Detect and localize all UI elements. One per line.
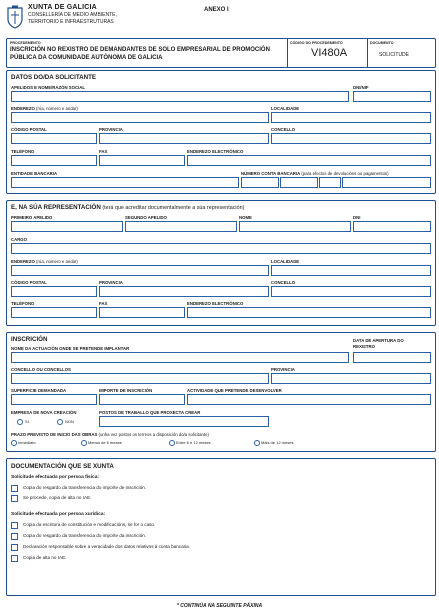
applicant-address-label: ENDEREZO (rúa, número e andar) [11, 106, 78, 111]
rep-postal-field[interactable] [11, 286, 97, 297]
applicant-fax-field[interactable] [99, 155, 185, 166]
registration-section [6, 332, 436, 452]
annex-title: ANEXO I [204, 7, 229, 13]
rep-phone-field[interactable] [11, 307, 97, 318]
org-department: CONSELLERÍA DE MEDIO AMBIENTE, TERRITORIO E INFRAESTRUTURAS [28, 12, 117, 25]
applicant-fax-label: FAX [99, 149, 108, 154]
rep-name-label: NOME [239, 215, 252, 220]
councils-label: CONCELLO OU CONCELLOS [11, 367, 71, 372]
activity-label: ACTIVIDADE QUE PRETENDE DESENVOLVER [187, 388, 282, 393]
applicant-postal-field[interactable] [11, 133, 97, 144]
applicant-nif-label: DNI/NIF [353, 85, 369, 90]
rep-email-field[interactable] [187, 307, 431, 318]
applicant-locality-field[interactable] [271, 112, 431, 123]
applicant-nif-field[interactable] [353, 91, 431, 102]
action-name-label: NOME DA ACTUACIÓN ONDE SE PRETENDE IMPLANTAR [11, 346, 130, 351]
doc-checkbox[interactable] [11, 495, 18, 502]
surface-field[interactable] [11, 394, 97, 405]
new-company-no-text: NON [65, 419, 74, 424]
applicant-account-label: NÚMERO CONTA BANCARIA (para efectos de devolucións ou pagamentos) [241, 171, 389, 176]
applicant-locality-label: LOCALIDADE [271, 106, 300, 111]
doc-checkbox[interactable] [11, 485, 18, 492]
applicant-province-label: PROVINCIA [99, 127, 123, 132]
doc-checkbox[interactable] [11, 544, 18, 551]
document-label: DOCUMENTO [370, 41, 394, 45]
deadline-option-radio[interactable] [81, 440, 87, 446]
account-entity-field[interactable] [241, 177, 279, 188]
rep-locality-field[interactable] [271, 265, 431, 276]
rep-council-field[interactable] [271, 286, 431, 297]
new-company-yes-text: SI [25, 419, 29, 424]
reg-province-label: PROVINCIA [271, 367, 295, 372]
rep-fax-label: FAX [99, 301, 108, 306]
new-company-no-radio[interactable] [57, 419, 63, 425]
doc-checkbox[interactable] [11, 555, 18, 562]
rep-dni-label: DNI [353, 215, 361, 220]
doc-checkbox[interactable] [11, 533, 18, 540]
rep-phone-label: TELÉFONO [11, 301, 35, 306]
deadline-option-radio[interactable] [254, 440, 260, 446]
deadline-label: PRAZO PREVISTO DE INICIO DAS OBRAS (unha vez postos os terreos a disposición do/a solicitante) [11, 432, 209, 437]
applicant-bank-field[interactable] [11, 177, 239, 188]
account-dc-field[interactable] [319, 177, 341, 188]
procedure-header [6, 38, 436, 68]
applicant-bank-label: ENTIDADE BANCARIA [11, 171, 58, 176]
doc-item-text: Se procede, copia de alta no IAE. [23, 495, 92, 500]
account-number-field[interactable] [342, 177, 431, 188]
rep-province-label: PROVINCIA [99, 280, 123, 285]
xunta-logo-icon [6, 5, 24, 29]
representative-section [6, 200, 436, 326]
rep-name-field[interactable] [239, 221, 351, 232]
action-name-field[interactable] [11, 352, 349, 363]
doc-item-text: Copia do resgardo da transferencia do importe da inscrición. [23, 533, 147, 538]
deadline-option-radio[interactable] [169, 440, 175, 446]
applicant-province-field[interactable] [99, 133, 269, 144]
applicant-email-label: ENDEREZO ELECTRÓNICO [187, 149, 244, 154]
rep-dni-field[interactable] [353, 221, 431, 232]
documentation-section [6, 458, 436, 596]
amount-field[interactable] [99, 394, 185, 405]
procedure-label: PROCEDEMENTO [10, 41, 41, 45]
continue-note: * CONTINÚA NA SEGUINTE PÁXINA [176, 603, 263, 609]
representative-title: E, NA SÚA REPRESENTACIÓN (terá que acreditar documentalmente a súa representación) [11, 204, 245, 211]
applicant-address-field[interactable] [11, 112, 269, 123]
document-type: SOLICITUDE [379, 52, 410, 58]
applicant-section [6, 70, 436, 194]
surface-label: SUPERFICIE DEMANDADA [11, 388, 67, 393]
amount-label: IMPORTE DE INSCRICIÓN [99, 388, 153, 393]
physical-person-title: Solicitude efectuada por persoa física: [11, 475, 99, 480]
rep-role-field[interactable] [11, 243, 431, 254]
documentation-title: DOCUMENTACIÓN QUE SE XUNTA [11, 463, 114, 470]
doc-item-text: Declaración responsable sobre a veracidade dos datos relativos á conta bancaria. [23, 544, 191, 549]
rep-second-surname-label: SEGUNDO APELIDO [125, 215, 167, 220]
applicant-name-label: APELIDOS E NOME/RAZÓN SOCIAL [11, 85, 86, 90]
rep-first-surname-field[interactable] [11, 221, 123, 232]
procedure-code: VI480A [311, 47, 348, 59]
activity-field[interactable] [187, 394, 431, 405]
rep-locality-label: LOCALIDADE [271, 259, 300, 264]
applicant-postal-label: CÓDIGO POSTAL [11, 127, 47, 132]
new-company-label: EMPRESA DE NOVA CREACIÓN [11, 410, 77, 415]
doc-item-text: Copia do resgardo da transferencia do importe de inscrición. [23, 485, 147, 490]
applicant-phone-field[interactable] [11, 155, 97, 166]
applicant-title: DATOS DO/DA SOLICITANTE [11, 74, 97, 81]
reg-province-field[interactable] [271, 373, 431, 384]
opening-date-field[interactable] [353, 352, 431, 363]
councils-field[interactable] [11, 373, 269, 384]
new-company-yes-radio[interactable] [17, 419, 23, 425]
doc-item-text: Copia da escritura de constitución e modificacións, se for o caso. [23, 522, 156, 527]
applicant-phone-label: TELÉFONO [11, 149, 35, 154]
deadline-option-text: Máis de 12 meses [261, 440, 294, 445]
applicant-email-field[interactable] [187, 155, 431, 166]
account-office-field[interactable] [280, 177, 318, 188]
procedure-code-label: CÓDIGO DO PROCEDEMENTO [290, 41, 343, 45]
rep-fax-field[interactable] [99, 307, 185, 318]
doc-item-text: Copia de alta no IAE. [23, 555, 67, 560]
rep-address-label: ENDEREZO (rúa, número e andar) [11, 259, 78, 264]
rep-province-field[interactable] [99, 286, 269, 297]
rep-role-label: CARGO [11, 237, 27, 242]
jobs-label: POSTOS DE TRABALLO QUE PROXECTA CREAR [99, 410, 201, 415]
legal-person-title: Solicitude efectuada por persoa xurídica: [11, 512, 106, 517]
rep-second-surname-field[interactable] [125, 221, 237, 232]
applicant-council-field[interactable] [271, 133, 431, 144]
doc-checkbox[interactable] [11, 522, 18, 529]
rep-postal-label: CÓDIGO POSTAL [11, 280, 47, 285]
org-name: XUNTA DE GALICIA [28, 4, 97, 11]
deadline-option-text: Inmediato [18, 440, 36, 445]
deadline-option-text: Menos de 6 meses [88, 440, 122, 445]
rep-email-label: ENDEREZO ELECTRÓNICO [187, 301, 244, 306]
deadline-option-text: Entre 6 e 12 meses [176, 440, 211, 445]
rep-council-label: CONCELLO [271, 280, 296, 285]
procedure-text: INSCRICIÓN NO REXISTRO DE DEMANDANTES DE SOLO EMPRESARIAL DE PROMOCIÓN PÚBLICA DA COMUNIDADE AUTÓNOMA DE GALICIA [10, 47, 270, 61]
jobs-field[interactable] [99, 416, 269, 427]
applicant-name-field[interactable] [11, 91, 349, 102]
rep-first-surname-label: PRIMEIRO APELIDO [11, 215, 53, 220]
rep-address-field[interactable] [11, 265, 269, 276]
applicant-council-label: CONCELLO [271, 127, 296, 132]
opening-date-label: DATA DE APERTURA DO REXISTRO [353, 338, 404, 349]
deadline-option-radio[interactable] [11, 440, 17, 446]
registration-title: INSCRICIÓN [11, 336, 48, 343]
